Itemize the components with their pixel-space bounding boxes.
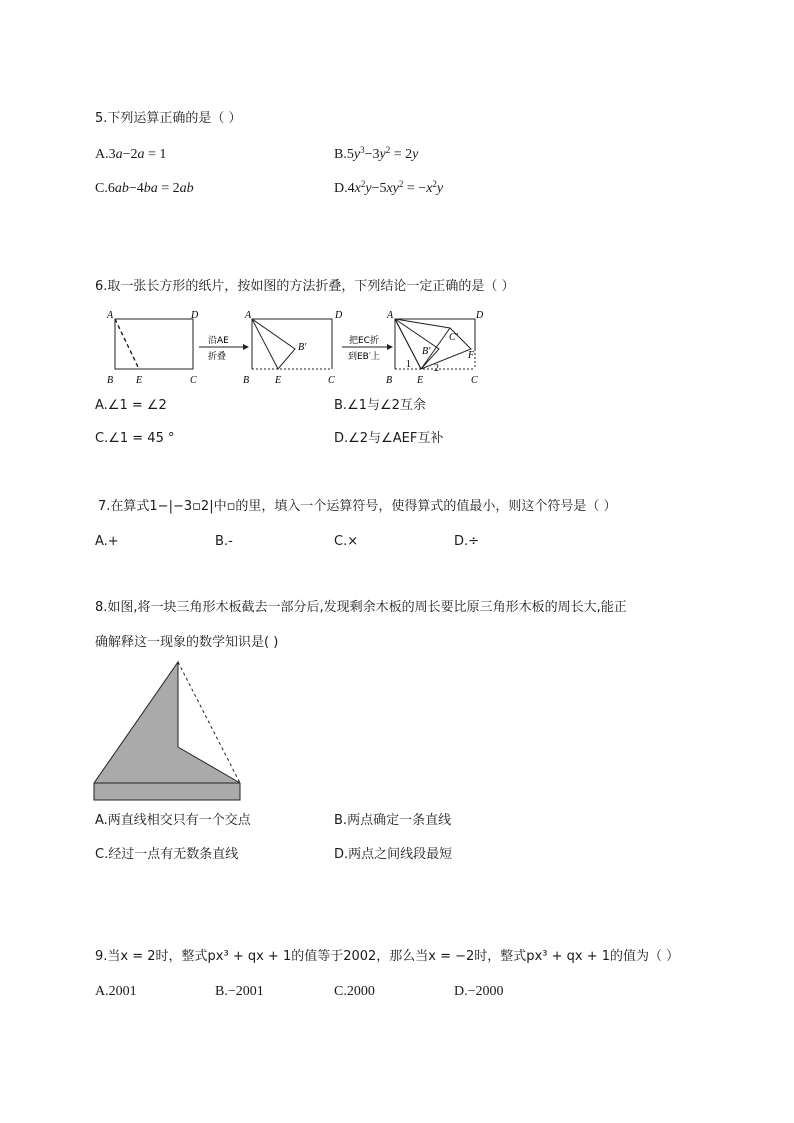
folding-figure (95, 302, 495, 392)
q5-option-c: C.6ab−4ba = 2ab (95, 181, 194, 196)
svg-text:B′: B′ (422, 346, 431, 357)
q9-option-d: D.−2000 (454, 984, 504, 999)
q5-option-d: $D.4x^2y-5xy^2 = -x^2y$ (334, 179, 444, 196)
point-b-label: B (107, 375, 114, 386)
angle-2-label: 2 (434, 363, 439, 374)
q5-option-a: A.3a−2a = 1 (95, 147, 167, 162)
point-a-label: A (107, 310, 114, 321)
q7-option-d: D.÷ (454, 534, 480, 549)
svg-text:C: C (328, 375, 335, 386)
point-c-label: C (190, 375, 197, 386)
svg-text:A: A (245, 310, 252, 321)
q9-stem: 9.当x = 2时，整式px³ + qx + 1的值等于2002，那么当x = −2时，整式px³ + qx + 1的值为（ ） (95, 949, 680, 964)
svg-text:E: E (417, 375, 424, 386)
q6-option-d: D.∠2与∠AEF互补 (334, 431, 444, 446)
svg-text:D: D (335, 310, 343, 321)
svg-text:C′: C′ (449, 332, 458, 343)
point-e-label: E (136, 375, 143, 386)
q7-option-a: A.+ (95, 534, 119, 549)
q8-option-c: C.经过一点有无数条直线 (95, 847, 239, 862)
svg-text:F: F (468, 350, 475, 361)
angle-1-label: 1 (406, 359, 411, 370)
q8-option-a: A.两直线相交只有一个交点 (95, 813, 251, 828)
svg-text:B: B (386, 375, 393, 386)
svg-text:B: B (243, 375, 250, 386)
q9-option-b: B.−2001 (215, 984, 264, 999)
q6-option-b: B.∠1与∠2互余 (334, 398, 426, 413)
arrow2-label-top: 把EC折 (349, 336, 379, 346)
q6-stem: 6.取一张长方形的纸片，按如图的方法折叠，下列结论一定正确的是（ ） (95, 279, 515, 294)
svg-text:D: D (476, 310, 484, 321)
q8-option-b: B.两点确定一条直线 (334, 813, 452, 828)
q9-option-c: C.2000 (334, 984, 375, 999)
q5-stem: 5.下列运算正确的是（ ） (95, 111, 242, 126)
wooden-board-figure (90, 656, 250, 806)
q7-option-b: B.- (215, 534, 233, 549)
q7-option-c: C.× (334, 534, 359, 549)
svg-text:E: E (275, 375, 282, 386)
q8-option-d: D.两点之间线段最短 (334, 847, 453, 862)
q8-stem-line2: 确解释这一现象的数学知识是( ) (95, 635, 279, 650)
q6-option-c: C.∠1 = 45 ° (95, 431, 175, 446)
svg-text:B′: B′ (298, 342, 307, 353)
arrow1-label-top: 沿AE (208, 336, 229, 346)
q9-option-a: A.2001 (95, 984, 137, 999)
svg-text:C: C (471, 375, 478, 386)
q8-stem-line1: 8.如图,将一块三角形木板截去一部分后,发现剩余木板的周长要比原三角形木板的周长大,能正 (95, 600, 627, 615)
arrow1-label-bottom: 折叠 (208, 352, 227, 362)
q5-option-b: $B.5y^3-3y^2 = 2y$ (334, 145, 419, 162)
q6-option-a: A.∠1 = ∠2 (95, 398, 167, 413)
point-d-label: D (191, 310, 199, 321)
q7-stem: 7.在算式1−|−3▫2|中▫的里，填入一个运算符号，使得算式的值最小，则这个符号是（ ） (98, 499, 617, 514)
arrow2-label-bottom: 到EB′上 (348, 352, 380, 362)
svg-text:A: A (387, 310, 394, 321)
